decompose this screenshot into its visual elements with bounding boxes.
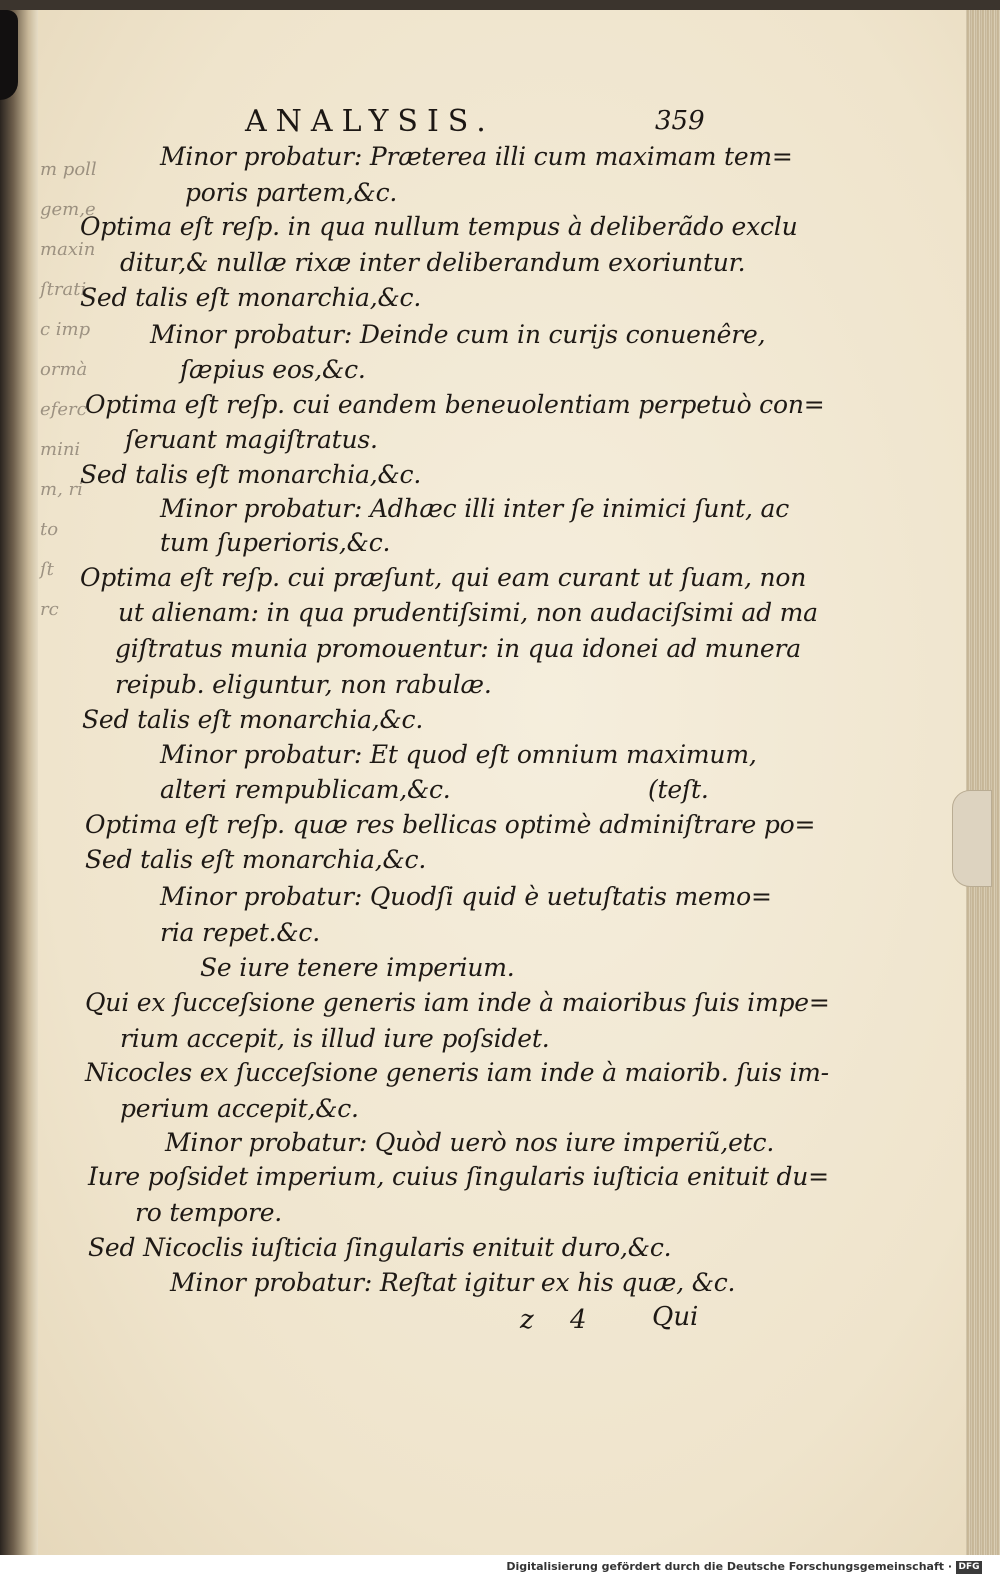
text-line: Minor probatur: Adhæc illi inter ſe inimici ſunt, ac [160,494,790,523]
text-line: Minor probatur: Reſtat igitur ex his quæ, &c. [170,1268,736,1297]
text-line: reipub. eliguntur, non rabulæ. [115,670,492,699]
text-line: Sed talis eſt monarchia,&c. [82,705,424,734]
text-line: rium accepit, is illud iure poſsidet. [120,1024,550,1053]
bleed-line: m poll [40,159,97,180]
text-line: Optima eſt reſp. cui præſunt, qui eam curant ut ſuam, non [80,563,807,592]
bleed-line: to [40,519,59,540]
text-line: ro tempore. [135,1198,283,1227]
bleed-through-text [40,150,97,750]
bleed-line: ormà [40,359,88,380]
text-line: Minor probatur: Deinde cum in curijs conuenêre, [150,320,766,349]
text-line: Minor probatur: Et quod eſt omnium maximum, [160,740,757,769]
text-line: ſeruant magiſtratus. [125,425,378,454]
left-binding-shadow [0,10,38,1555]
bleed-line: eferc [40,399,87,420]
running-title: ANALYSIS. [245,104,495,139]
text-line: giſtratus munia promouentur: in qua idonei ad munera [115,634,801,663]
text-line: Sed talis eſt monarchia,&c. [80,283,422,312]
bleed-line: ſtrati [40,279,87,300]
right-fore-edge [966,10,1000,1555]
left-clasp [0,10,18,100]
bleed-line: maxin [40,239,96,260]
bleed-line: gem,e [40,199,96,220]
text-line: Sed talis eſt monarchia,&c. [80,460,422,489]
bleed-line: c imp [40,319,91,340]
text-line: Se iure tenere imperium. [200,953,515,982]
bleed-line: rc [40,599,59,620]
text-line: Optima eſt reſp. in qua nullum tempus à deliberãdo exclu [80,212,798,241]
text-line: Optima eſt reſp. quæ res bellicas optimè adminiſtrare po= [85,810,816,839]
text-line: (teſt. [648,775,709,804]
page-tab [952,790,992,887]
bleed-line: m, ri [40,479,83,500]
text-line: alteri rempublicam,&c. [160,775,451,804]
text-line: Qui ex ſucceſsione generis iam inde à maioribus ſuis impe= [85,988,830,1017]
top-page-edge [0,0,1000,10]
text-line: perium accepit,&c. [120,1094,359,1123]
text-line: tum ſuperioris,&c. [160,528,391,557]
text-line: Sed Nicoclis iuſticia ſingularis enituit duro,&c. [88,1233,672,1262]
text-line: Minor probatur: Quòd uerò nos iure imperiũ,etc. [165,1128,775,1157]
text-line: Optima eſt reſp. cui eandem beneuolentiam perpetuò con= [85,390,825,419]
text-line: ſæpius eos,&c. [180,355,366,384]
text-line: ditur,& nullæ rixæ inter deliberandum exoriuntur. [120,248,746,277]
catchword: Qui [652,1302,699,1332]
text-line: poris partem,&c. [185,178,398,207]
text-line: Minor probatur: Præterea illi cum maximam tem= [160,142,793,171]
text-line: Sed talis eſt monarchia,&c. [85,845,427,874]
funding-note: Digitalisierung gefördert durch die Deutsche Forschungsgemeinschaft · [506,1560,952,1573]
text-line: Nicocles ex ſucceſsione generis iam inde à maiorib. ſuis im- [85,1058,829,1087]
text-line: ria repet.&c. [160,918,320,947]
signature-mark: z 4 [520,1305,601,1335]
text-line: ut alienam: in qua prudentiſsimi, non audaciſsimi ad ma [118,598,818,627]
dfg-logo: DFG [956,1561,982,1574]
bleed-line: ſt [40,559,54,580]
page-number: 359 [655,106,705,136]
bleed-line: mini [40,439,81,460]
text-line: Minor probatur: Quodſi quid è uetuſtatis memo= [160,882,772,911]
text-line: Iure poſsidet imperium, cuius ſingularis iuſticia enituit du= [88,1162,829,1191]
